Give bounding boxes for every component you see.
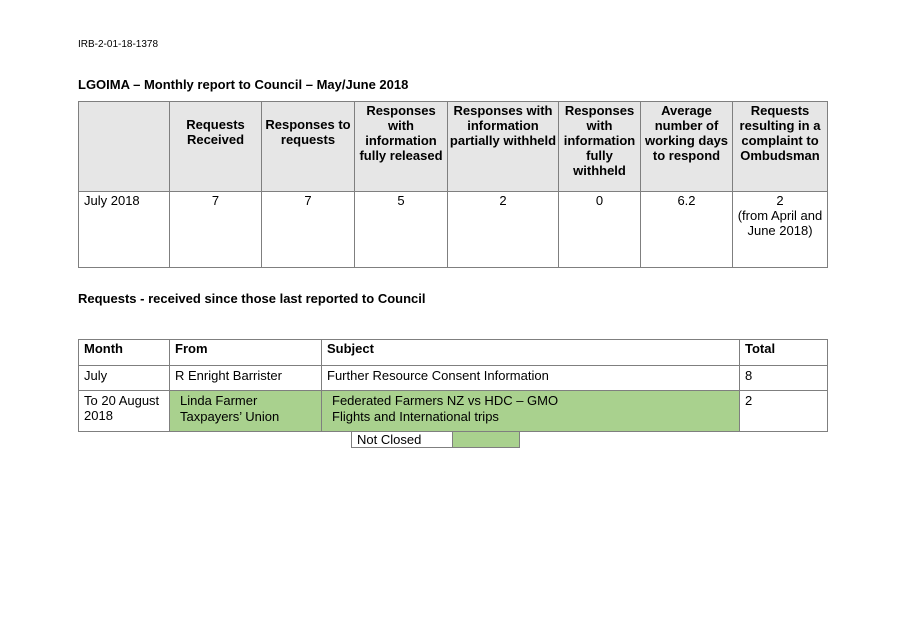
header-fully-released: Responses with information fully released bbox=[355, 102, 448, 192]
summary-header-row bbox=[79, 102, 828, 192]
value-fully-withheld: 0 bbox=[559, 192, 641, 268]
table-row bbox=[79, 391, 828, 432]
row-total: 8 bbox=[740, 366, 828, 391]
row-month: To 20 August 2018 bbox=[79, 391, 170, 432]
summary-period: July 2018 bbox=[79, 192, 170, 268]
value-requests-received: 7 bbox=[170, 192, 262, 268]
subject-entry: Flights and International trips bbox=[332, 409, 499, 424]
header-total: Total bbox=[740, 340, 828, 366]
document-reference: IRB-2-01-18-1378 bbox=[78, 39, 159, 50]
header-month: Month bbox=[79, 340, 170, 366]
ombudsman-note: (from April and June 2018) bbox=[737, 208, 823, 238]
value-fully-released: 5 bbox=[355, 192, 448, 268]
report-title: LGOIMA – Monthly report to Council – May/June 2018 bbox=[78, 77, 409, 92]
value-avg-days: 6.2 bbox=[641, 192, 733, 268]
legend-label: Not Closed bbox=[352, 432, 453, 447]
row-subject: Further Resource Consent Information bbox=[322, 366, 740, 391]
header-requests-received: Requests Received bbox=[170, 102, 262, 192]
row-month: July bbox=[79, 366, 170, 391]
header-partially-withheld: Responses with information partially withheld bbox=[448, 102, 559, 192]
header-responses: Responses to requests bbox=[262, 102, 355, 192]
from-entry: Linda Farmer bbox=[180, 393, 258, 408]
row-from bbox=[170, 391, 322, 432]
value-ombudsman bbox=[733, 192, 828, 268]
table-row bbox=[79, 366, 828, 391]
ombudsman-count: 2 bbox=[776, 193, 784, 208]
header-fully-withheld: Responses with information fully withheld bbox=[559, 102, 641, 192]
header-from: From bbox=[170, 340, 322, 366]
header-avg-days: Average number of working days to respond bbox=[641, 102, 733, 192]
row-from: R Enright Barrister bbox=[170, 366, 322, 391]
value-responses: 7 bbox=[262, 192, 355, 268]
row-subject bbox=[322, 391, 740, 432]
requests-header-row bbox=[79, 340, 828, 366]
legend bbox=[351, 431, 520, 448]
requests-table bbox=[78, 339, 828, 432]
from-entry: Taxpayers’ Union bbox=[180, 409, 280, 424]
value-partially-withheld: 2 bbox=[448, 192, 559, 268]
header-subject: Subject bbox=[322, 340, 740, 366]
summary-header-blank bbox=[79, 102, 170, 192]
requests-title: Requests - received since those last reported to Council bbox=[78, 291, 426, 306]
header-ombudsman: Requests resulting in a complaint to Ombudsman bbox=[733, 102, 828, 192]
row-total: 2 bbox=[740, 391, 828, 432]
legend-swatch bbox=[453, 432, 519, 447]
summary-data-row bbox=[79, 192, 828, 268]
subject-entry: Federated Farmers NZ vs HDC – GMO bbox=[332, 393, 559, 408]
summary-table bbox=[78, 101, 828, 268]
